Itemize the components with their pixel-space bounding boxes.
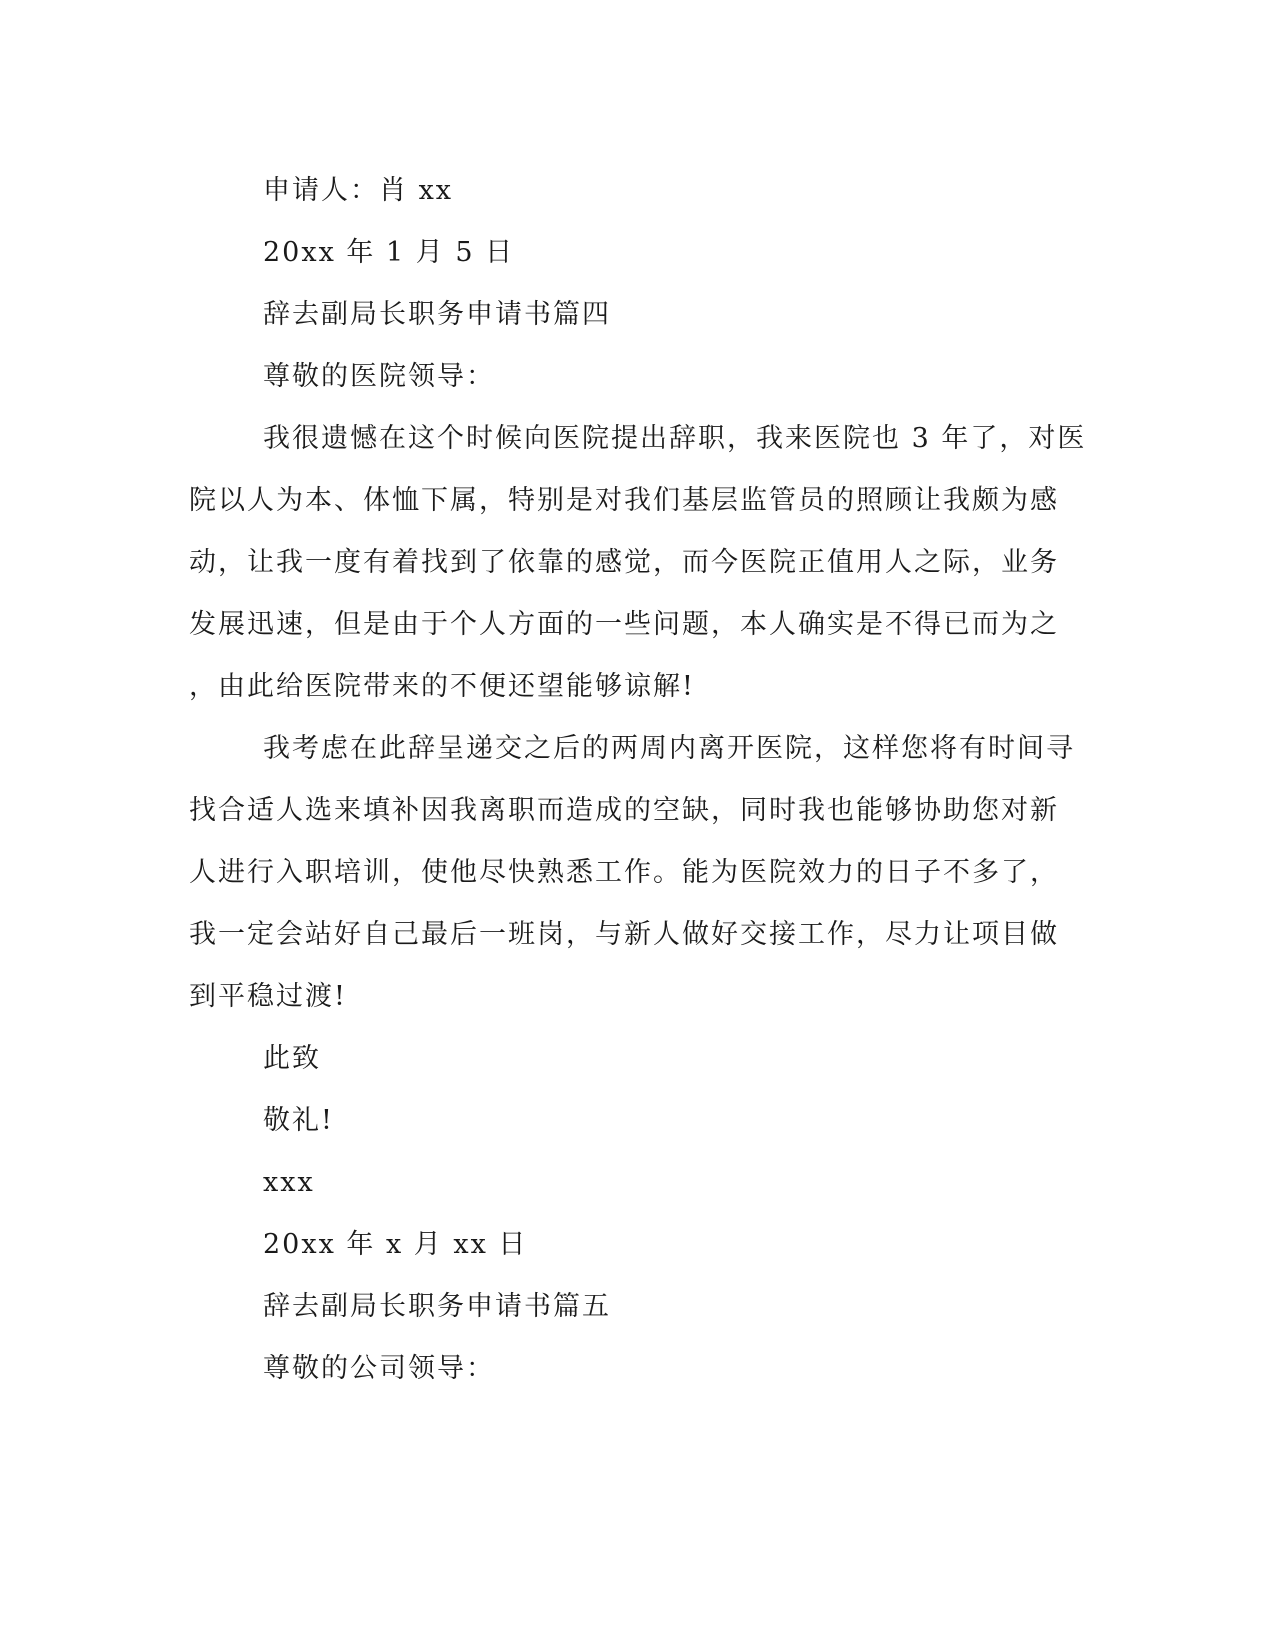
closing-line-2: 敬礼! [263,1105,334,1136]
body-paragraph-1-line-4: 发展迅速，但是由于个人方面的一些问题，本人确实是不得已而为之 [189,609,1059,640]
applicant-line: 申请人：肖 xx [263,175,454,206]
body-paragraph-2-line-5: 到平稳过渡! [189,981,347,1012]
body-paragraph-2-line-2: 找合适人选来填补因我离职而造成的空缺，同时我也能够协助您对新 [189,795,1059,826]
body-paragraph-2-line-4: 我一定会站好自己最后一班岗，与新人做好交接工作，尽力让项目做 [189,919,1059,950]
salutation-line: 尊敬的医院领导： [263,361,495,392]
salutation-line-2: 尊敬的公司领导： [263,1353,495,1384]
section-title-5: 辞去副局长职务申请书篇五 [263,1291,611,1322]
signature-date-line: 20xx 年 x 月 xx 日 [263,1229,528,1260]
body-paragraph-1-line-1: 我很遗憾在这个时候向医院提出辞职，我来医院也 3 年了，对医 [263,423,1087,454]
document-body [189,160,1087,1400]
body-paragraph-1-line-2: 院以人为本、体恤下属，特别是对我们基层监管员的照顾让我颇为感 [189,485,1059,516]
signature-line: xxx [263,1167,315,1198]
body-paragraph-1-line-5: ，由此给医院带来的不便还望能够谅解! [189,671,695,702]
body-paragraph-2-line-1: 我考虑在此辞呈递交之后的两周内离开医院，这样您将有时间寻 [263,733,1075,764]
body-paragraph-2-line-3: 人进行入职培训，使他尽快熟悉工作。能为医院效力的日子不多了， [189,857,1059,888]
body-paragraph-1-line-3: 动，让我一度有着找到了依靠的感觉，而今医院正值用人之际，业务 [189,547,1059,578]
closing-line-1: 此致 [263,1043,321,1074]
date-line: 20xx 年 1 月 5 日 [263,237,515,268]
section-title-4: 辞去副局长职务申请书篇四 [263,299,611,330]
